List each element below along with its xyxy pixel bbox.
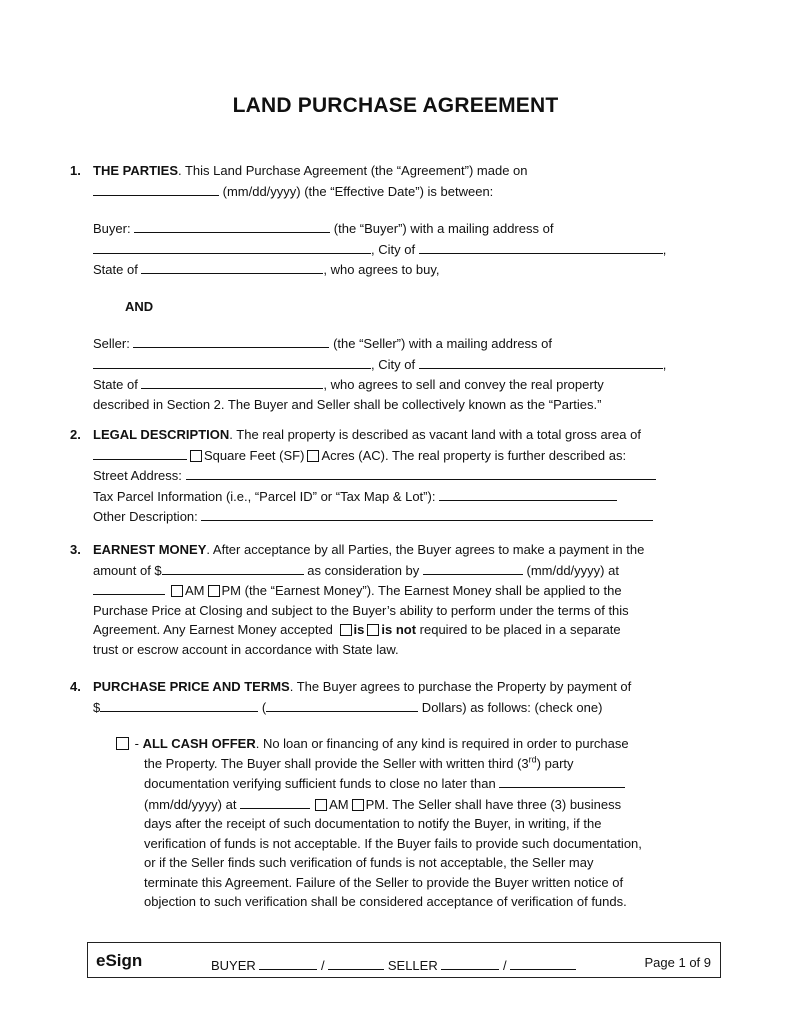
all-cash-offer-checkbox[interactable] bbox=[116, 737, 129, 750]
seller-initial-1[interactable] bbox=[441, 955, 499, 970]
section-heading: PURCHASE PRICE AND TERMS bbox=[93, 679, 290, 694]
acres-checkbox[interactable] bbox=[307, 450, 319, 462]
funds-time-field[interactable] bbox=[240, 794, 310, 809]
am-checkbox[interactable] bbox=[171, 585, 183, 597]
earnest-amount-field[interactable] bbox=[162, 560, 304, 575]
buyer-state-field[interactable] bbox=[141, 259, 323, 274]
cash-am-checkbox[interactable] bbox=[315, 799, 327, 811]
buyer-initial-2[interactable] bbox=[328, 955, 384, 970]
street-address-field[interactable] bbox=[186, 465, 656, 480]
option-heading: ALL CASH OFFER bbox=[142, 736, 256, 751]
section-number: 4. bbox=[70, 679, 81, 694]
earnest-date-field[interactable] bbox=[423, 560, 523, 575]
esign-logo: eSign bbox=[96, 951, 143, 970]
option-all-cash-offer: - ALL CASH OFFER. No loan or financing of any kind is required in order to purchase the Property. The Buyer shall provide the Seller with written third (3rd) party documentation verifying sufficient funds to close no later than (mm/dd/yyyy) at AM PM. The Seller shall have three (3) business days after the receipt of such documentation to notify the Buyer, in writing, if the verification of funds is not acceptable. If the Buyer fails to provide such documentation, or if the Seller finds such verification of funds is not acceptable, the Seller may terminate this Agreement. Failure of the Seller to provide the Buyer written notice of objection to such verification shall be considered acceptance of verification of funds. bbox=[116, 734, 716, 912]
cash-pm-checkbox[interactable] bbox=[352, 799, 364, 811]
section-earnest-money: 3. EARNEST MONEY. After acceptance by all Parties, the Buyer agrees to make a payment in the amount of $ as consideration by (mm/dd/yyyy) at AM PM (the “Earnest Money”). The Earnest Money shall be applied to the Purchase Price at Closing and subject to the Buyer’s ability to perform under the terms of this Agreement. Any Earnest Money accepted is is not required to be placed in a separate trust or escrow account in accordance with State law. bbox=[70, 542, 645, 657]
earnest-time-field[interactable] bbox=[93, 580, 165, 595]
effective-date-field[interactable] bbox=[93, 181, 219, 196]
is-checkbox[interactable] bbox=[340, 624, 352, 636]
page-number: Page 1 of 9 bbox=[644, 955, 711, 970]
gross-area-field[interactable] bbox=[93, 445, 187, 460]
seller-city-field[interactable] bbox=[419, 354, 663, 369]
and-label: AND bbox=[125, 298, 154, 314]
section-purchase-price: 4. PURCHASE PRICE AND TERMS. The Buyer agrees to purchase the Property by payment of $ ( Dollars) as follows: (check one) bbox=[70, 679, 632, 715]
section-number: 2. bbox=[70, 427, 81, 442]
section-heading: THE PARTIES bbox=[93, 163, 178, 178]
seller-address-field[interactable] bbox=[93, 354, 371, 369]
purchase-price-field[interactable] bbox=[100, 697, 258, 712]
buyer-city-field[interactable] bbox=[419, 239, 663, 254]
seller-state-field[interactable] bbox=[141, 374, 323, 389]
page-footer bbox=[87, 942, 721, 978]
buyer-address-field[interactable] bbox=[93, 239, 371, 254]
section-legal-description: 2. LEGAL DESCRIPTION. The real property is described as vacant land with a total gross area of Square Feet (SF) Acres (AC). The real property is further described as: Street Address: Tax Parcel Information (i.e., “Parcel ID” or “Tax Map & Lot”): Other Description: bbox=[70, 425, 720, 527]
seller-name-field[interactable] bbox=[133, 333, 329, 348]
section-number: 3. bbox=[70, 542, 81, 557]
is-not-checkbox[interactable] bbox=[367, 624, 379, 636]
other-description-field[interactable] bbox=[201, 506, 653, 521]
buyer-name-field[interactable] bbox=[134, 218, 330, 233]
section-heading: EARNEST MONEY bbox=[93, 542, 207, 557]
purchase-price-words-field[interactable] bbox=[266, 697, 418, 712]
seller-initial-2[interactable] bbox=[510, 955, 576, 970]
section-number: 1. bbox=[70, 163, 81, 178]
pm-checkbox[interactable] bbox=[208, 585, 220, 597]
section-parties: 1. THE PARTIES. This Land Purchase Agreement (the “Agreement”) made on (mm/dd/yyyy) (the “Effective Date”) is between: Buyer: (the “Buyer”) with a mailing address of , City of , State of , who agrees to buy, AND Seller: (the “Seller”) with a mailing address of , City of , State of , who agrees to sell and convey the real property described in Section 2. The Buyer and Seller shall be collectively known as the “Parties.” bbox=[70, 161, 720, 414]
section-heading: LEGAL DESCRIPTION bbox=[93, 427, 230, 442]
tax-parcel-field[interactable] bbox=[439, 486, 617, 501]
square-feet-checkbox[interactable] bbox=[190, 450, 202, 462]
document-title: LAND PURCHASE AGREEMENT bbox=[232, 94, 559, 117]
funds-deadline-field[interactable] bbox=[499, 773, 625, 788]
initials-row: BUYER / SELLER / bbox=[211, 955, 576, 973]
buyer-initial-1[interactable] bbox=[259, 955, 317, 970]
